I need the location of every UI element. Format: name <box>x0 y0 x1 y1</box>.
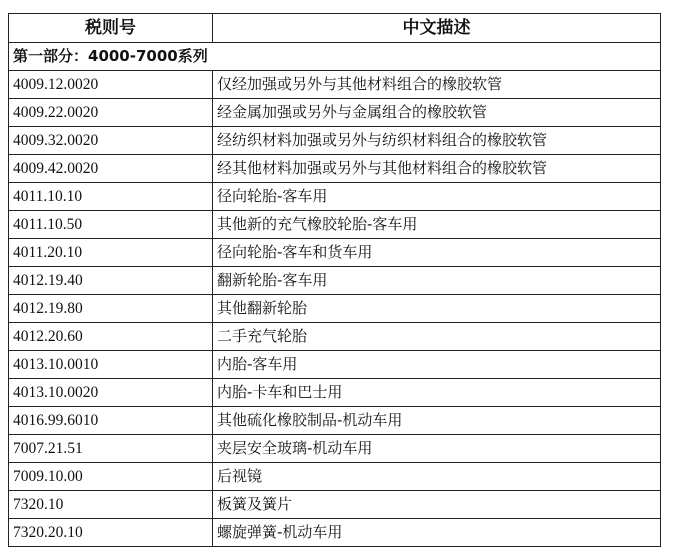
table-row <box>9 71 661 99</box>
table-row <box>9 183 661 211</box>
tariff-table <box>8 13 661 547</box>
tariff-code-cell: 4016.99.6010 <box>9 407 213 435</box>
table-row <box>9 99 661 127</box>
section-title: 第一部分：4000-7000系列 <box>9 43 661 71</box>
tariff-code-cell: 4011.10.50 <box>9 211 213 239</box>
description-cell: 其他新的充气橡胶轮胎-客车用 <box>213 211 661 239</box>
tariff-document <box>8 13 660 547</box>
tariff-code-cell: 7320.20.10 <box>9 519 213 547</box>
table-row <box>9 239 661 267</box>
description-cell: 夹层安全玻璃-机动车用 <box>213 435 661 463</box>
description-cell: 径向轮胎-客车和货车用 <box>213 239 661 267</box>
description-cell: 翻新轮胎-客车用 <box>213 267 661 295</box>
tariff-code-cell: 4012.19.40 <box>9 267 213 295</box>
table-row <box>9 267 661 295</box>
description-cell: 二手充气轮胎 <box>213 323 661 351</box>
table-row <box>9 127 661 155</box>
description-cell: 经金属加强或另外与金属组合的橡胶软管 <box>213 99 661 127</box>
tariff-code-cell: 4013.10.0010 <box>9 351 213 379</box>
description-cell: 径向轮胎-客车用 <box>213 183 661 211</box>
description-cell: 后视镜 <box>213 463 661 491</box>
tariff-code-cell: 4009.32.0020 <box>9 127 213 155</box>
table-row <box>9 211 661 239</box>
tariff-code-cell: 4013.10.0020 <box>9 379 213 407</box>
header-description: 中文描述 <box>213 14 661 43</box>
description-cell: 仅经加强或另外与其他材料组合的橡胶软管 <box>213 71 661 99</box>
table-row <box>9 519 661 547</box>
table-header-row <box>9 14 661 43</box>
tariff-code-cell: 4009.22.0020 <box>9 99 213 127</box>
header-code: 税则号 <box>9 14 213 43</box>
tariff-code-cell: 4011.10.10 <box>9 183 213 211</box>
description-cell: 内胎-卡车和巴士用 <box>213 379 661 407</box>
tariff-code-cell: 7320.10 <box>9 491 213 519</box>
table-row <box>9 435 661 463</box>
description-cell: 经纺织材料加强或另外与纺织材料组合的橡胶软管 <box>213 127 661 155</box>
table-row <box>9 407 661 435</box>
tariff-code-cell: 7007.21.51 <box>9 435 213 463</box>
table-row <box>9 491 661 519</box>
table-row <box>9 295 661 323</box>
tariff-code-cell: 4011.20.10 <box>9 239 213 267</box>
section-row <box>9 43 661 71</box>
tariff-code-cell: 4009.12.0020 <box>9 71 213 99</box>
tariff-code-cell: 4012.19.80 <box>9 295 213 323</box>
table-row <box>9 463 661 491</box>
table-row <box>9 379 661 407</box>
table-row <box>9 155 661 183</box>
description-cell: 其他翻新轮胎 <box>213 295 661 323</box>
tariff-code-cell: 4009.42.0020 <box>9 155 213 183</box>
table-row <box>9 351 661 379</box>
tariff-code-cell: 4012.20.60 <box>9 323 213 351</box>
description-cell: 经其他材料加强或另外与其他材料组合的橡胶软管 <box>213 155 661 183</box>
description-cell: 板簧及簧片 <box>213 491 661 519</box>
tariff-code-cell: 7009.10.00 <box>9 463 213 491</box>
table-row <box>9 323 661 351</box>
description-cell: 内胎-客车用 <box>213 351 661 379</box>
description-cell: 其他硫化橡胶制品-机动车用 <box>213 407 661 435</box>
description-cell: 螺旋弹簧-机动车用 <box>213 519 661 547</box>
